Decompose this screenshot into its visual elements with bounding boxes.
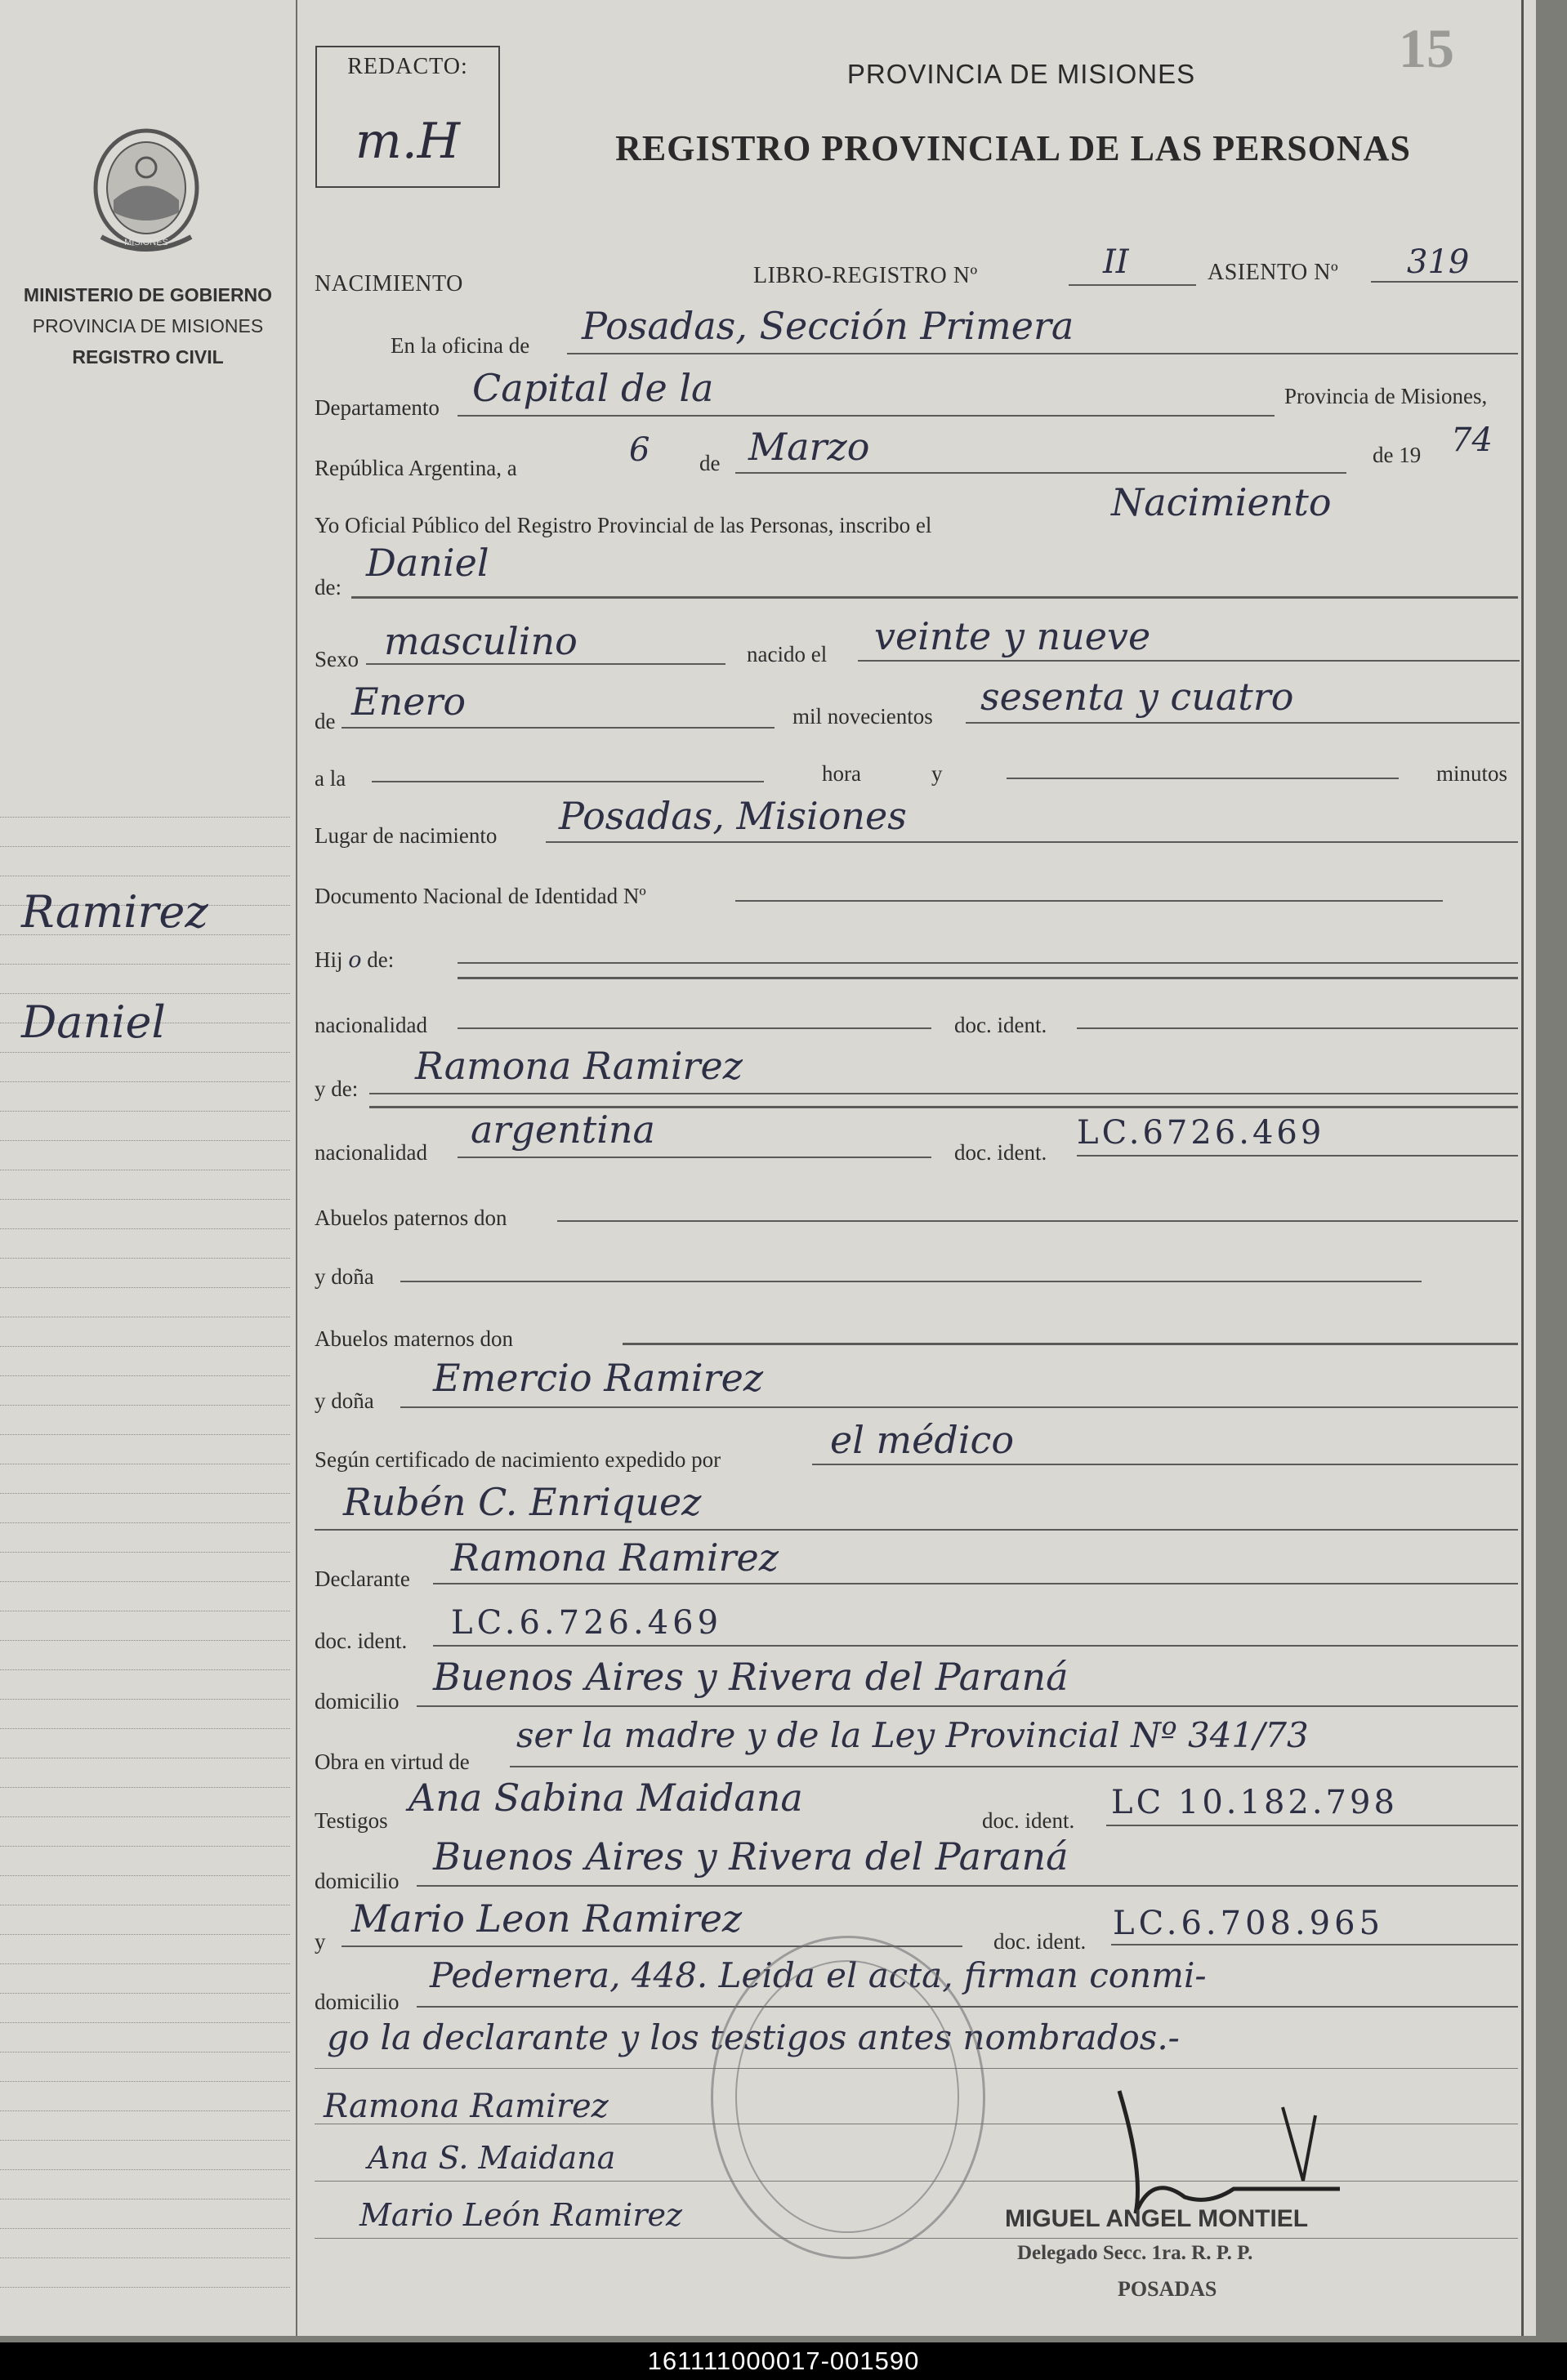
margin-ruled-line [0, 993, 290, 994]
ministerio-line3: REGISTRO CIVIL [72, 346, 224, 368]
lugar-value: Posadas, Misiones [559, 794, 907, 838]
abuelos-mat-label: Abuelos maternos don [315, 1326, 513, 1351]
margin-given-name: Daniel [21, 996, 166, 1048]
header-registry: REGISTRO PROVINCIAL DE LAS PERSONAS [615, 128, 1411, 168]
margin-ruled-line [0, 1875, 290, 1876]
dia-value: 6 [629, 431, 650, 469]
ministerio-block [0, 279, 296, 372]
dni-underline [735, 900, 1443, 902]
nacido-value: veinte y nueve [874, 614, 1151, 658]
declarante-underline [433, 1583, 1518, 1584]
margin-ruled-line [0, 2257, 290, 2258]
docident4-label: doc. ident. [982, 1808, 1075, 1833]
redacto-initials: m.H [355, 113, 461, 170]
margin-ruled-line [0, 1199, 290, 1200]
docident5-underline [1111, 1944, 1518, 1945]
margin-divider [296, 0, 297, 2336]
mes-value: Marzo [748, 425, 870, 469]
margin-ruled-line [0, 2169, 290, 2170]
mil-label: mil novecientos [792, 704, 933, 729]
testigo1-value: Ana Sabina Maidana [408, 1776, 803, 1820]
y-dona2-underline [400, 1406, 1518, 1408]
docident2-underline [1077, 1155, 1518, 1157]
asiento-underline [1371, 281, 1518, 283]
republica-label: República Argentina, a [315, 456, 517, 480]
sexo-value: masculino [384, 619, 578, 663]
asiento-label: ASIENTO Nº [1208, 260, 1339, 285]
y-dona2-label: y doña [315, 1388, 374, 1413]
lugar-label: Lugar de nacimiento [315, 823, 498, 848]
oficina-underline [567, 353, 1518, 354]
libro-label: LIBRO-REGISTRO Nº [753, 263, 978, 288]
docident5-value: LC.6.708.965 [1113, 1905, 1385, 1942]
margin-ruled-line [0, 1522, 290, 1523]
margin-ruled-line [0, 2228, 290, 2229]
obra-underline [510, 1766, 1518, 1767]
nacionalidad1-label: nacionalidad [315, 1013, 427, 1037]
abuela-mat-value: Emercio Ramirez [433, 1356, 764, 1400]
dni-label: Documento Nacional de Identidad Nº [315, 884, 646, 908]
margin-ruled-line [0, 1728, 290, 1729]
margin-ruled-line [0, 1581, 290, 1582]
margin-ruled-line [0, 1140, 290, 1141]
medico-underline [315, 1529, 1518, 1531]
margin-ruled-line [0, 2022, 290, 2023]
lugar-underline [546, 841, 1518, 843]
testigos-label: Testigos [315, 1808, 388, 1833]
margin-ruled-line [0, 1669, 290, 1670]
official-city: POSADAS [1118, 2277, 1217, 2301]
yo-oficial-label: Yo Oficial Público del Registro Provincial de las Personas, inscribo el [315, 513, 932, 537]
margin-ruled-line [0, 1787, 290, 1788]
medico-value: Rubén C. Enriquez [343, 1480, 702, 1524]
inscribo-value: Nacimiento [1111, 480, 1332, 524]
asiento-value: 319 [1407, 243, 1470, 281]
footer-id: 161111000017-001590 [0, 2342, 1567, 2380]
page-number: 15 [1399, 17, 1454, 79]
signature-line-3 [315, 2238, 1518, 2239]
oficina-value: Posadas, Sección Primera [582, 304, 1074, 348]
nacido-underline [858, 660, 1520, 662]
padre-underline-2 [458, 977, 1518, 979]
ministerio-line1: MINISTERIO DE GOBIERNO [23, 284, 273, 305]
provincia-label: Provincia de Misiones, [1284, 384, 1488, 408]
margin-ruled-line [0, 2081, 290, 2082]
mes-nac-underline [342, 727, 775, 729]
declarante-value: Ramona Ramirez [451, 1535, 779, 1580]
margin-ruled-line [0, 846, 290, 847]
de-label: de [699, 451, 721, 475]
libro-value: II [1103, 243, 1129, 281]
certificado-underline [812, 1464, 1518, 1465]
margin-ruled-line [0, 817, 290, 818]
margin-ruled-line [0, 1434, 290, 1435]
nombre-underline [351, 596, 1518, 599]
nacionalidad2-value: argentina [471, 1108, 655, 1152]
domicilio2-label: domicilio [315, 1869, 400, 1893]
margin-ruled-line [0, 1934, 290, 1935]
domicilio2-value: Buenos Aires y Rivera del Paraná [433, 1834, 1069, 1879]
domicilio2-underline [417, 1885, 1518, 1887]
hijo-label [315, 947, 394, 973]
padre-underline-1 [458, 962, 1518, 964]
hora-underline [372, 781, 764, 782]
nacionalidad1-underline [458, 1027, 931, 1029]
y-dona1-underline [400, 1281, 1422, 1282]
madre-underline-1 [369, 1093, 1518, 1094]
sexo-underline [366, 663, 725, 665]
official-stamp-inner-icon [735, 1960, 959, 2233]
sexo-label: Sexo [315, 647, 359, 671]
mes-nac-value: Enero [351, 680, 467, 724]
margin-ruled-line [0, 2140, 290, 2141]
anio-value: 74 [1451, 421, 1493, 459]
de-mes-label: de [315, 709, 336, 733]
domicilio1-value: Buenos Aires y Rivera del Paraná [433, 1655, 1069, 1699]
domicilio3-label: domicilio [315, 1990, 400, 2014]
margin-ruled-line [0, 1963, 290, 1964]
hijo-label-text: Hij [315, 947, 343, 972]
de-nombre-label: de: [315, 575, 342, 599]
signature-declarante: Ramona Ramirez [324, 2088, 609, 2125]
domicilio3-value: Pedernera, 448. Leida el acta, firman conmi- [430, 1955, 1207, 1995]
obra-label: Obra en virtud de [315, 1749, 470, 1774]
docident4-value: LC 10.182.798 [1111, 1784, 1398, 1821]
y-dona1-label: y doña [315, 1264, 374, 1289]
margin-ruled-line [0, 1405, 290, 1406]
docident4-underline [1106, 1825, 1518, 1826]
abuelos-pat-underline [557, 1220, 1518, 1222]
nombre-value: Daniel [366, 541, 489, 585]
minutos-underline [1007, 778, 1399, 779]
margin-ruled-line [0, 1258, 290, 1259]
redacto-box [315, 46, 500, 188]
abuelos-mat-underline [623, 1343, 1518, 1345]
hora-label: hora [822, 761, 861, 786]
mes-underline [735, 472, 1346, 474]
margin-ruled-line [0, 1081, 290, 1082]
departamento-value: Capital de la [472, 366, 714, 410]
hijo-suffix: o [348, 947, 362, 973]
certificado-value: el médico [830, 1418, 1015, 1462]
declarante-label: Declarante [315, 1567, 410, 1591]
docident1-label: doc. ident. [954, 1013, 1047, 1037]
testigo2-value: Mario Leon Ramirez [351, 1896, 743, 1941]
obra-value: ser la madre y de la Ley Provincial Nº 341/73 [516, 1715, 1309, 1755]
margin-ruled-line [0, 1111, 290, 1112]
docident3-value: LC.6.726.469 [451, 1604, 723, 1642]
anio-nac-value: sesenta y cuatro [980, 675, 1294, 719]
certificado-label: Según certificado de nacimiento expedido por [315, 1447, 721, 1472]
docident1-underline [1077, 1027, 1518, 1029]
seal-label: MISIONES [124, 238, 168, 247]
signature-testigo1: Ana S. Maidana [368, 2140, 616, 2176]
departamento-label: Departamento [315, 395, 440, 420]
abuelos-pat-label: Abuelos paternos don [315, 1206, 507, 1230]
nacionalidad2-label: nacionalidad [315, 1140, 427, 1165]
margin-ruled-line [0, 1816, 290, 1817]
nacionalidad2-underline [458, 1157, 931, 1158]
margin-ruled-line [0, 2110, 290, 2111]
right-edge-line [1521, 0, 1524, 2336]
a-la-label: a la [315, 766, 346, 791]
nacimiento-label: NACIMIENTO [315, 271, 463, 296]
margin-ruled-line [0, 964, 290, 965]
docident3-label: doc. ident. [315, 1629, 408, 1653]
nacido-label: nacido el [747, 642, 828, 666]
docident3-underline [433, 1645, 1518, 1647]
continuation-value: go la declarante y los testigos antes nombrados.- [327, 2017, 1180, 2057]
margin-ruled-line [0, 1699, 290, 1700]
libro-underline [1069, 284, 1196, 286]
domicilio1-underline [417, 1705, 1518, 1707]
oficina-label: En la oficina de [391, 333, 530, 358]
margin-ruled-line [0, 1552, 290, 1553]
y-label: y [931, 761, 943, 786]
docident5-label: doc. ident. [993, 1929, 1087, 1954]
margin-ruled-line [0, 2287, 290, 2288]
y-de-label: y de: [315, 1076, 359, 1101]
provincial-seal-icon [85, 123, 208, 261]
madre-value: Ramona Ramirez [415, 1044, 743, 1088]
margin-ruled-line [0, 1287, 290, 1288]
official-name: MIGUEL ANGEL MONTIEL [1005, 2205, 1309, 2232]
domicilio1-label: domicilio [315, 1689, 400, 1714]
anio-label: de 19 [1373, 443, 1422, 467]
margin-ruled-line [0, 1993, 290, 1994]
signature-testigo2: Mario León Ramirez [359, 2197, 682, 2233]
margin-ruled-line [0, 1228, 290, 1229]
margin-ruled-line [0, 1052, 290, 1053]
official-title: Delegado Secc. 1ra. R. P. P. [1017, 2242, 1253, 2264]
ministerio-line2: PROVINCIA DE MISIONES [32, 315, 264, 336]
y-testigo2-label: y [315, 1929, 326, 1954]
docident2-label: doc. ident. [954, 1140, 1047, 1165]
anio-nac-underline [966, 722, 1520, 724]
margin-surname: Ramirez [21, 886, 208, 938]
departamento-underline [458, 415, 1275, 417]
header-province: PROVINCIA DE MISIONES [846, 59, 1196, 89]
margin-ruled-line [0, 1375, 290, 1376]
margin-ruled-line [0, 1346, 290, 1347]
minutos-label: minutos [1436, 761, 1508, 786]
docident2-value: LC.6726.469 [1077, 1114, 1325, 1152]
redacto-label: REDACTO: [347, 54, 468, 79]
margin-ruled-line [0, 1640, 290, 1641]
margin-ruled-line [0, 1846, 290, 1847]
domicilio3-underline [417, 2006, 1518, 2008]
margin-ruled-line [0, 1493, 290, 1494]
hijo-de-label: de: [367, 947, 395, 972]
